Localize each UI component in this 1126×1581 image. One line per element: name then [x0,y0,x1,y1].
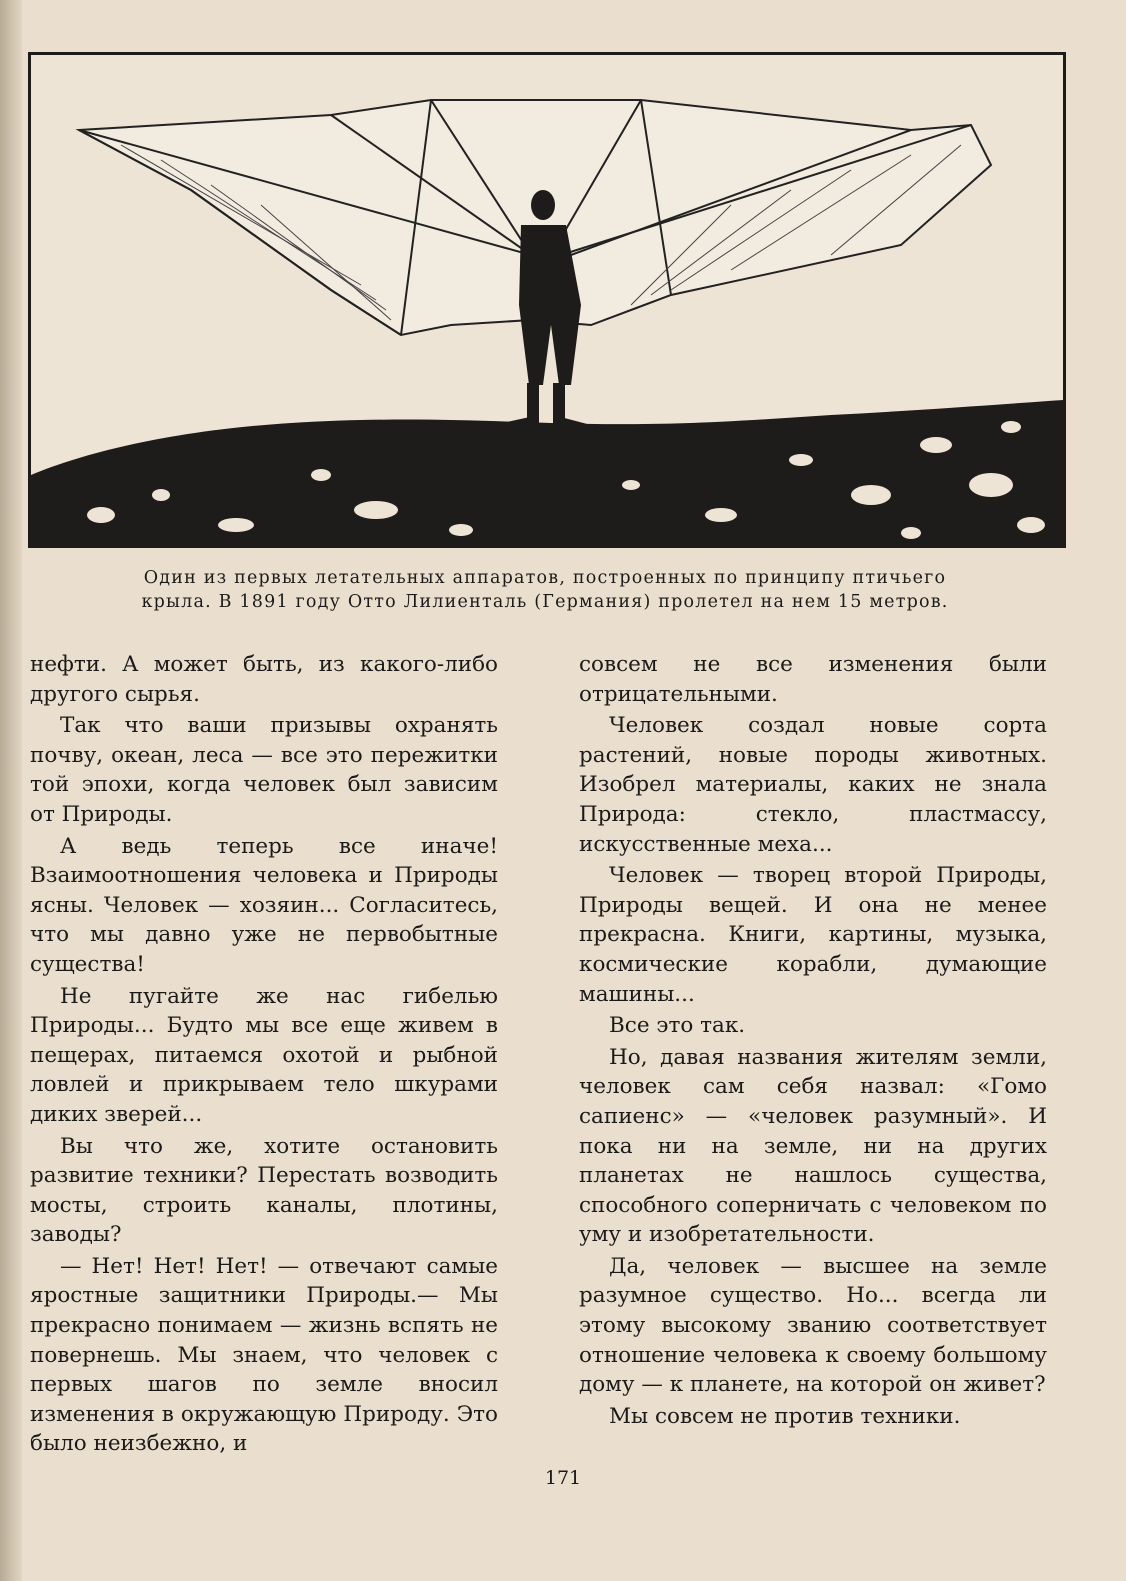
paragraph: Человек создал новые сорта растений, новые породы животных. Изобрел материалы, каких не знала Природа: стекло, пластмассу, искусственные меха... [579,713,1047,857]
caption-line: крыла. В 1891 году Отто Лилиенталь (Германия) пролетел на нем 15 метров. [141,592,949,612]
paragraph: Так что ваши призывы охранять почву, океан, леса — все это пережитки той эпохи, когда человек был зависим от Природы. [30,713,498,827]
paragraph: нефти. А может быть, из какого-либо другого сырья. [30,652,498,707]
glider-photo [28,52,1066,548]
page-number: 171 [544,1467,582,1489]
figure-caption [60,566,1030,614]
page-edge-shadow [0,0,22,1581]
right-column [579,650,1047,1431]
glider-illustration [31,55,1063,545]
left-column [30,650,498,1459]
paragraph: совсем не все изменения были отрицательными. [579,652,1047,707]
paragraph: А ведь теперь все иначе! Взаимоотношения человека и Природы ясны. Человек — хозяин... Согласитесь, что мы давно уже не первобытные существа! [30,833,498,977]
paragraph: Не пугайте же нас гибелью Природы... Будто мы все еще живем в пещерах, питаемся охотой и рыбной ловлей и прикрываем тело шкурами диких зверей... [30,983,498,1127]
paragraph: Мы совсем не против техники. [609,1403,961,1429]
paragraph: Все это так. [609,1013,746,1039]
paragraph: Вы что же, хотите остановить развитие техники? Перестать возводить мосты, строить каналы, плотины, заводы? [30,1133,498,1248]
caption-line: Один из первых летательных аппаратов, построенных по принципу птичьего [143,568,947,588]
paragraph: Но, давая названия жителям земли, человек сам себя назвал: «Гомо сапиенс» — «человек разумный». И пока ни на земле, ни на других планетах не нашлось существа, способного соперничать с человеком по уму и изобретательности. [579,1044,1047,1248]
paragraph: Да, человек — высшее на земле разумное существо. Но... всегда ли этому высокому званию соответствует отношение человека к своему большому дому — к планете, на которой он живет? [579,1253,1047,1398]
paragraph: Человек — творец второй Природы, Природы вещей. И она не менее прекрасна. Книги, картины, музыка, космические корабли, думающие машины... [579,863,1047,1007]
paragraph: — Нет! Нет! Нет! — отвечают самые яростные защитники Природы.— Мы прекрасно понимаем — жизнь вспять не повернешь. Мы знаем, что человек с первых шагов по земле вносил изменения в окружающую Природу. Это было неизбежно, и [30,1253,498,1457]
